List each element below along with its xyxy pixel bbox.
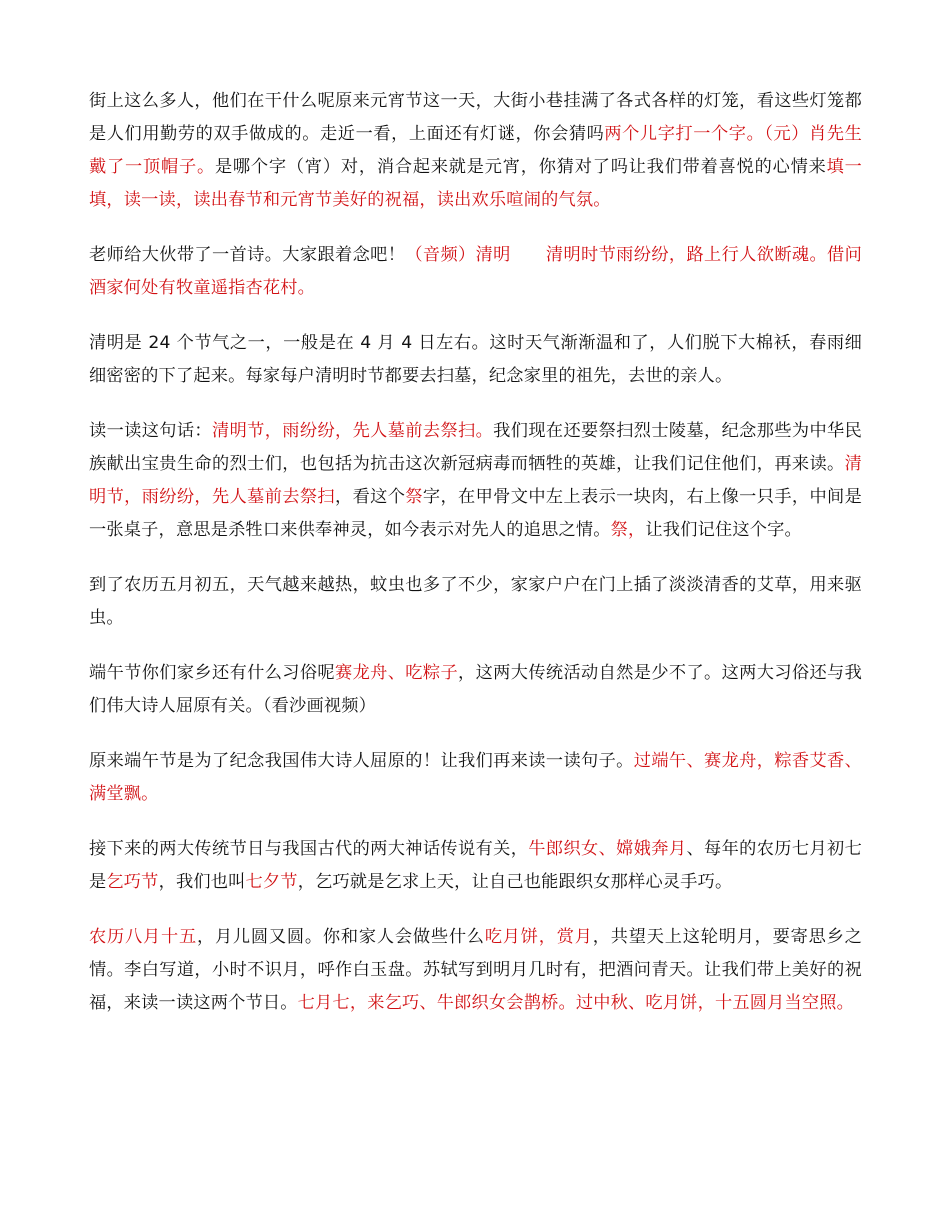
highlighted-text: 两个儿字打一个字。（元）肖先生戴了一顶帽子。 bbox=[89, 124, 862, 177]
body-text: 字，在甲骨文中左上表示一块肉，右上像一只手，中间是一张桌子，意思是杀牲口来供奉神灵，如今表示对先人的追思之情。 bbox=[89, 487, 862, 540]
paragraph bbox=[89, 657, 862, 723]
body-text: 端午节你们家乡还有什么习俗呢 bbox=[89, 663, 336, 683]
body-text: 到了农历五月初五，天气越来越热，蚊虫也多了不少，家家户户在门上插了淡淡清香的艾草，用来驱虫。 bbox=[89, 575, 862, 628]
body-text: 让我们记住这个字。 bbox=[645, 520, 802, 540]
paragraph bbox=[89, 85, 862, 217]
body-text: ，月儿圆又圆。你和家人会做些什么 bbox=[196, 927, 485, 947]
paragraph bbox=[89, 833, 862, 899]
body-text: 我们现在还要祭扫烈士陵墓，纪念那些为中华民族献出宝贵生命的烈士们，也包括为抗击这次新冠病毒而牺牲的英雄，让我们记住他们，再来读。 bbox=[89, 421, 863, 474]
highlighted-text: 七夕节 bbox=[245, 872, 298, 892]
body-text: ，共望天上这轮明月，要寄思乡之情。李白写道，小时不识月，呼作白玉盘。苏轼写到明月几时有，把酒问青天。让我们带上美好的祝福，来读一读这两个节日。 bbox=[89, 927, 863, 1013]
body-text: 读一读这句话： bbox=[89, 421, 213, 441]
highlighted-text: 清明节，雨纷纷，先人墓前去祭扫。 bbox=[212, 421, 494, 441]
body-text: 是哪个字（宵）对，消合起来就是元宵，你猜对了吗让我们带着喜悦的心情来 bbox=[214, 157, 827, 177]
body-text: 清明是 24 个节气之一，一般是在 4 月 4 日左右。这时天气渐渐温和了，人们脱下大棉袄，春雨细细密密的下了起来。每家每户清明时节都要去扫墓，纪念家里的祖先，去世的亲人。 bbox=[89, 333, 862, 386]
highlighted-text: 牛郎织女、嫦娥奔月 bbox=[528, 839, 687, 859]
body-text: 原来端午节是为了纪念我国伟大诗人屈原的！让我们再来读一读句子。 bbox=[89, 751, 634, 771]
highlighted-text: 吃月饼，赏月 bbox=[484, 927, 593, 947]
highlighted-text: 农历八月十五 bbox=[89, 927, 197, 947]
body-text: 接下来的两大传统节日与我国古代的两大神话传说有关， bbox=[89, 839, 529, 859]
highlighted-text: 七月七，来乞巧、牛郎织女会鹊桥。过中秋、吃月饼，十五圆月当空照。 bbox=[297, 993, 855, 1013]
highlighted-text: 乞巧节 bbox=[106, 872, 159, 892]
paragraph bbox=[89, 921, 862, 1020]
highlighted-text: 过端午、赛龙舟，粽香艾香、满堂飘。 bbox=[89, 751, 863, 804]
body-text: 、每年的农历七月初七是 bbox=[89, 839, 862, 892]
paragraph bbox=[89, 239, 862, 305]
paragraph bbox=[89, 415, 862, 547]
highlighted-text: 赛龙舟、吃粽子 bbox=[335, 663, 459, 683]
body-text: ，我们也叫 bbox=[158, 872, 246, 892]
body-text: ，这两大传统活动自然是少不了。这两大习俗还与我们伟大诗人屈原有关。（看沙画视频） bbox=[89, 663, 862, 716]
body-text: ，乞巧就是乞求上天，让自己也能跟织女那样心灵手巧。 bbox=[297, 872, 733, 892]
highlighted-text: 填一填，读一读，读出春节和元宵节美好的祝福，读出欢乐喧闹的气氛。 bbox=[89, 157, 862, 210]
body-text: ，看这个 bbox=[335, 487, 406, 507]
highlighted-text: 祭 bbox=[405, 487, 423, 507]
paragraph bbox=[89, 327, 862, 393]
body-text: 老师给大伙带了一首诗。大家跟着念吧！ bbox=[89, 245, 406, 265]
document-body bbox=[89, 85, 862, 1020]
highlighted-text: （音频）清明 清明时节雨纷纷，路上行人欲断魂。借问酒家何处有牧童遥指杏花村。 bbox=[89, 245, 863, 298]
highlighted-text: 清明节，雨纷纷，先人墓前去祭扫 bbox=[89, 454, 862, 507]
body-text: 街上这么多人，他们在干什么呢原来元宵节这一天，大街小巷挂满了各式各样的灯笼，看这些灯笼都是人们用勤劳的双手做成的。走近一看，上面还有灯谜，你会猜吗 bbox=[89, 91, 862, 144]
paragraph bbox=[89, 745, 862, 811]
highlighted-text: 祭， bbox=[610, 520, 646, 540]
paragraph bbox=[89, 569, 862, 635]
